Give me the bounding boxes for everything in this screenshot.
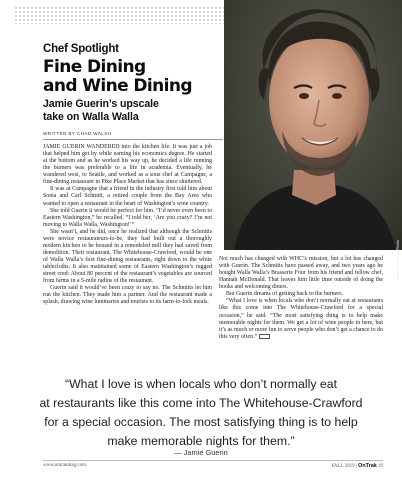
body-paragraph: It was at Campagne that a friend in the industry first told him about Sonia and Carl Schmitt, a retired couple from the Bay Area who wanted to open a restaurant in the heart of Washington’s wine country. [43,186,212,207]
article-headline [43,58,223,96]
body-paragraph [219,298,383,340]
footer-divider [43,460,383,461]
subhead-line-2: take on Walla Walla [43,111,139,123]
pull-quote [20,375,382,451]
body-column-right [219,256,383,341]
body-paragraph: She told Guerin it would be perfect for him. “I’d never even been to Eastern Washington,” he recalled. “I told her, ‘Are you crazy? I’m not moving to Walla Walla, Washington!’” [43,207,212,228]
body-paragraph: But Guerin dreams of getting back to the burners. [226,291,343,298]
dot-pattern-decoration [14,6,224,24]
pull-quote-line: “What I love is when locals who don’t normally eat [64,377,338,391]
headline-line-2: and Wine Dining [43,76,192,96]
body-text: “What I love is when locals who don’t normally eat at restaurants like this come into The Whitehouse-Crawford for a special occasion,” he said. “The most satisfying thing is to help make memorable nights for them. We get a lot of wine people in here, but it’s as much or more fun to serve people who don’t get a chance to do this very often.” [219,298,383,340]
footer-url: www.ontrakmag.com [43,463,86,468]
pull-quote-line: at restaurants like this come into The Whitehouse-Crawford [39,396,363,410]
subhead-line-1: Jamie Guerin’s upscale [43,98,159,110]
body-paragraph: She wasn’t, and he did, once he realized that although the Schmitts were novice restaurateurs-to-be, they had built out a thoroughly modern kitchen to be housed in a remodeled mill they had saved from demolition. Their restaurant, The Whitehouse-Crawford, would be one of Walla Walla’s first fine-dining restaurants, right down to the white tablecloths. It also maintained some of Eastern Washington’s rugged street cred: About 80 percent of the restaurant’s vegetables are sourced from farms in a 5-mile radius of the restaurant. [43,228,212,285]
footer-folio: FALL 2019 | OnTrak 19 [331,463,383,469]
body-text: into the kitchen life. It was just a job that helped him get by while earning his economics degree. He started at the bottom and as he worked his way up, he decided a life running the burners was preferable to a life in academia. Eventually, he wandered west, to Seattle, and worked as a sous chef at Campagne, a fine-dining restaurant in Pike Place Market that has since shuttered. [43,144,213,186]
page-number: 19 [378,464,383,469]
chef-portrait-illustration [224,0,402,250]
byline-divider [43,139,223,140]
pull-quote-line: make memorable nights for them.” [107,434,295,448]
photo-credit: Daniel Kennedy Photo [395,240,400,280]
issue-date: FALL 2019 [331,464,355,469]
pull-quote-line: for a special occasion. The most satisfying thing is to help [44,415,358,429]
body-paragraph: Not much has changed with WHC’s mission, but a lot has changed with Guerin. The Schmitts have passed away, and two years ago he bought Walla Walla’s Brasserie Four from his friend and fellow chef, Hannah McDonald. That leaves him little time outside of doing the books and welcoming diners. [219,256,383,291]
magazine-brand: OnTrak [358,463,377,469]
article-subhead [43,98,223,124]
section-kicker: Chef Spotlight [43,43,119,55]
pull-quote-attribution: — Jamie Guerin [174,448,228,457]
byline: WRITTEN BY CHAD WALSH [43,131,112,136]
body-column-left [43,144,212,306]
body-paragraph: Guerin said it would’ve been crazy to say no. The Schmitts let him run the kitchen. They made him a partner. And the restaurant made a splash, drawing wine luminaries and tourists to its farm-to-fork meals. [43,285,212,306]
body-paragraph [43,144,212,186]
lead-in-text: JAMIE GUERIN WANDERED [43,144,120,150]
headline-line-1: Fine Dining [43,57,146,77]
end-mark-icon [259,334,270,339]
